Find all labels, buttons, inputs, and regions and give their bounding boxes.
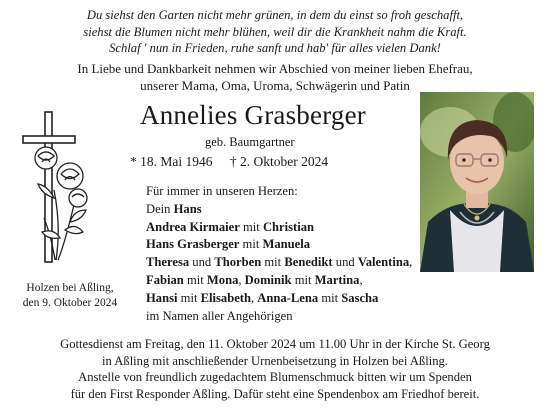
memorial-verse [0, 7, 550, 57]
mourner-name: Hans Grasberger [146, 237, 240, 252]
footer-line: Anstelle von freundlich zugedachtem Blumenschmuck bitten wir um Spenden [78, 370, 472, 384]
mourner-name: Anna-Lena [257, 290, 319, 305]
birth-star-icon: * [130, 154, 137, 169]
mourner-name: Dominik [244, 272, 292, 287]
portrait-photo [420, 92, 534, 272]
text: mit [183, 272, 207, 287]
mourners-line [146, 254, 412, 272]
mourner-name: Hans [173, 201, 202, 216]
footer-line: Gottesdienst am Freitag, den 11. Oktober 2024 um 11.00 Uhr in der Kirche St. Georg [60, 337, 490, 351]
farewell-intro [0, 61, 550, 94]
date-line: den 9. Oktober 2024 [22, 297, 118, 309]
intro-line: unserer Mama, Oma, Uroma, Schwägerin und Patin [140, 77, 410, 93]
mourners-line [146, 236, 412, 254]
text: , [359, 272, 363, 287]
death-date: 2. Oktober 2024 [240, 154, 329, 169]
mourner-name: Hansi [146, 290, 178, 305]
life-dates [130, 154, 328, 170]
mourner-name: Elisabeth [200, 290, 251, 305]
birth-date: 18. Mai 1946 [140, 154, 213, 169]
footer-line: in Aßling mit anschließender Urnenbeisetzung in Holzen bei Aßling. [102, 353, 448, 368]
text: mit [177, 290, 201, 305]
mourner-name: Manuela [262, 237, 311, 252]
text: im Namen aller Angehörigen [146, 308, 293, 323]
verse-line: siehst die Blumen nicht mehr blühen, weil dir die Krankheit nahm die Kraft. [83, 24, 467, 39]
deceased-name: Annelies Grasberger [140, 100, 366, 130]
text: , [238, 272, 245, 287]
mourner-name: Martina [314, 272, 360, 287]
mourners-line [146, 272, 412, 290]
text: Dein [146, 201, 174, 216]
intro-line: In Liebe und Dankbarkeit nehmen wir Abschied von meiner lieben Ehefrau, [77, 61, 473, 76]
mourner-name: Fabian [146, 272, 184, 287]
text: mit [318, 290, 342, 305]
mourners-line [146, 201, 412, 219]
place-line: Holzen bei Aßling, [26, 282, 114, 294]
mourners-line [146, 219, 412, 237]
mourners-line [146, 183, 412, 201]
place-and-date [14, 281, 126, 311]
verse-line: Du siehst den Garten nicht mehr grünen, in dem du einst so froh geschafft, [86, 8, 464, 22]
mourners-line [146, 290, 412, 308]
text: und [189, 255, 215, 270]
birth-name: geb. Baumgartner [205, 135, 295, 149]
mourner-name: Valentina [357, 255, 410, 270]
mourner-name: Benedikt [284, 255, 333, 270]
mourner-name: Christian [262, 219, 315, 234]
footer-line: für den First Responder Aßling. Dafür steht eine Spendenbox am Friedhof bereit. [70, 386, 480, 401]
text: mit [239, 237, 263, 252]
mourner-name: Thorben [214, 255, 262, 270]
service-information [0, 336, 550, 402]
mourner-name: Theresa [146, 255, 190, 270]
text: mit [291, 272, 315, 287]
text: mit [239, 219, 263, 234]
text: und [332, 255, 358, 270]
verse-line: Schlaf ' nun in Frieden, ruhe sanft und hab' für alles vielen Dank! [109, 41, 441, 55]
death-cross-icon: † [229, 154, 237, 169]
mourners-list [146, 183, 412, 325]
text: , [250, 290, 258, 305]
mourner-name: Sascha [341, 290, 379, 305]
mourners-line [146, 308, 412, 326]
mourner-name: Andrea Kirmaier [146, 219, 240, 234]
mourners-heading: Für immer in unseren Herzen: [146, 184, 298, 198]
text: mit [261, 255, 285, 270]
cross-with-roses-icon [18, 110, 118, 270]
mourner-name: Mona [206, 272, 239, 287]
text: , [409, 255, 413, 270]
